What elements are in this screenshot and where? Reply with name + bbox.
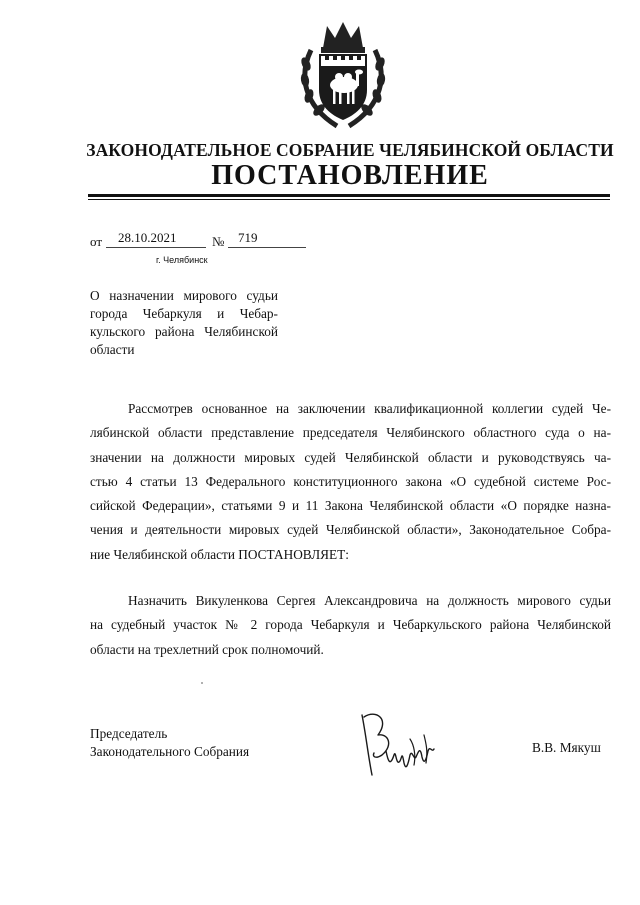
preamble-paragraph	[90, 397, 611, 567]
paragraph-line: Рассмотрев основанное на заключении квалификационной коллегии судей Че-	[128, 401, 611, 416]
document-subject	[90, 287, 278, 359]
paragraph-line: сийской Федерации», статьями 9 и 11 Закона Челябинской области «О порядке назна-	[90, 498, 611, 514]
signatory-title-line2: Законодательного Собрания	[90, 744, 250, 759]
header-rule-thick	[88, 194, 610, 197]
chelyabinsk-coat-of-arms-icon	[297, 20, 389, 132]
subject-line: области	[90, 342, 135, 357]
signatory-name: В.В. Мякуш	[532, 740, 601, 755]
document-number: 719	[238, 230, 258, 245]
scan-speck	[201, 682, 203, 684]
paragraph-line: лябинской области представление председателя Челябинского областного суда о на-	[90, 425, 611, 441]
signatory-title-line1: Председатель	[90, 726, 168, 741]
paragraph-line: на судебный участок № 2 города Чебаркуля и Чебаркульского района Челябинской	[90, 617, 611, 633]
paragraph-line: ние Челябинской области ПОСТАНОВЛЯЕТ:	[90, 546, 349, 562]
document-type: ПОСТАНОВЛЕНИЕ	[211, 160, 489, 191]
paragraph-line: чения и деятельности мировых судей Челябинской области», Законодательное Собра-	[90, 522, 611, 538]
city-label: г. Челябинск	[156, 255, 208, 265]
subject-line: города Чебаркуля и Чебар-	[90, 306, 278, 321]
paragraph-line: области на трехлетний срок полномочий.	[90, 641, 324, 657]
date-prefix: от	[90, 234, 103, 249]
subject-line: кульского района Челябинской	[90, 324, 278, 339]
paragraph-line: стью 4 статьи 13 Федерального конституционного закона «О судебной системе Рос-	[90, 473, 611, 489]
number-prefix: №	[212, 234, 225, 249]
paragraph-line: Назначить Викуленкова Сергея Александровича на должность мирового судьи	[128, 593, 611, 608]
paragraph-line: значении на должности мировых судей Челябинской области и руководствуясь ча-	[90, 449, 611, 465]
number-underline	[228, 247, 306, 248]
resolution-paragraph	[90, 589, 611, 662]
handwritten-signature	[354, 705, 444, 785]
signatory-title	[90, 725, 249, 761]
organization-name: ЗАКОНОДАТЕЛЬНОЕ СОБРАНИЕ ЧЕЛЯБИНСКОЙ ОБЛАСТИ	[86, 140, 614, 160]
date-underline	[106, 247, 206, 248]
subject-line: О назначении мирового судьи	[90, 288, 278, 303]
document-date: 28.10.2021	[118, 230, 177, 245]
header-rule-thin	[88, 199, 610, 200]
